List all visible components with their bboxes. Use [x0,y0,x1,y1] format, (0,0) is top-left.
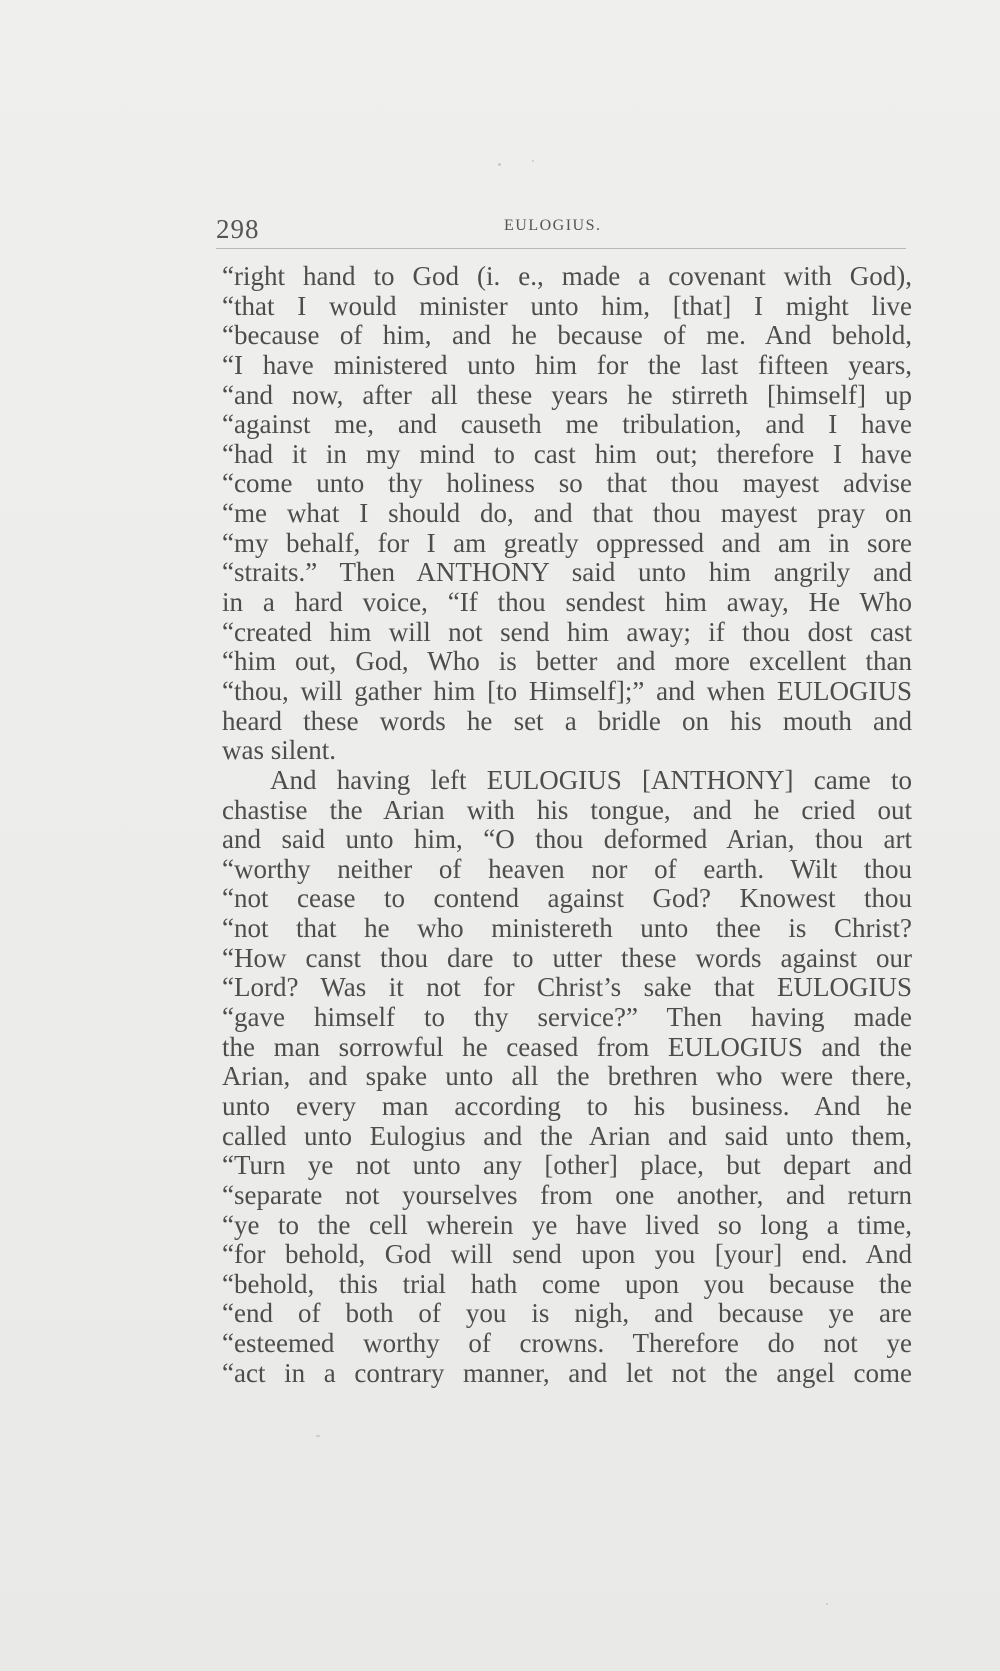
text-line: “ye to the cell wherein ye have lived so long a time, [222,1209,912,1240]
text-line: “that I would minister unto him, [that] I might live [222,290,912,321]
text-line: “created him will not send him away; if thou dost cast [222,616,912,647]
paragraph-end-line: was silent. [222,735,336,766]
paper-speck [498,163,501,166]
text-line: “because of him, and he because of me. And behold, [222,320,912,351]
text-line: “right hand to God (i. e., made a covenant with God), [222,261,912,291]
text-line: “worthy neither of heaven nor of earth. Wilt thou [222,853,912,884]
text-line: “separate not yourselves from one another, and return [222,1179,912,1210]
text-line: chastise the Arian with his tongue, and he cried out [222,794,912,825]
body-text [222,262,912,1388]
text-line: “not cease to contend against God? Knowest thou [222,883,912,914]
text-line: “behold, this trial hath come upon you because the [222,1268,912,1299]
text-line: “Lord? Was it not for Christ’s sake that EULOGIUS [222,972,912,1003]
paper-speck [316,1435,320,1437]
text-line: Arian, and spake unto all the brethren who were there, [222,1061,912,1092]
text-line: and said unto him, “O thou deformed Arian, thou art [222,824,912,855]
paragraph-start-line: And having left EULOGIUS [ANTHONY] came to [270,764,912,795]
text-line: “How canst thou dare to utter these words against our [222,942,912,973]
text-line: “gave himself to thy service?” Then having made [222,1002,912,1033]
text-line: “thou, will gather him [to Himself];” and when EULOGIUS [222,675,912,706]
text-line: “and now, after all these years he stirreth [himself] up [222,379,912,410]
text-line: unto every man according to his business. And he [222,1090,912,1121]
text-line: “end of both of you is nigh, and because ye are [222,1298,912,1329]
text-line: “not that he who ministereth unto thee is Christ? [222,913,912,944]
text-line: heard these words he set a bridle on his mouth and [222,705,912,736]
text-line: the man sorrowful he ceased from EULOGIUS and the [222,1031,912,1062]
paper-speck [826,1603,828,1605]
text-line: “had it in my mind to cast him out; therefore I have [222,438,912,469]
text-line: “Turn ye not unto any [other] place, but depart and [222,1150,912,1181]
text-line: “come unto thy holiness so that thou mayest advise [222,468,912,499]
text-line: “my behalf, for I am greatly oppressed and am in sore [222,527,912,558]
text-line: “I have ministered unto him for the last fifteen years, [222,349,912,380]
page-number: 298 [216,214,260,244]
text-line: “against me, and causeth me tribulation, and I have [222,409,912,440]
text-line: “esteemed worthy of crowns. Therefore do not ye [222,1328,912,1359]
text-line: “him out, God, Who is better and more excellent than [222,646,912,677]
text-line: “me what I should do, and that thou mayest pray on [222,498,912,529]
text-line: “act in a contrary manner, and let not the angel come [222,1357,912,1388]
running-head [216,210,902,246]
text-line: in a hard voice, “If thou sendest him away, He Who [222,587,912,618]
text-line: “straits.” Then ANTHONY said unto him angrily and [222,557,912,588]
header-rule [216,248,906,249]
text-line: called unto Eulogius and the Arian and said unto them, [222,1120,912,1151]
running-title: EULOGIUS. [504,217,602,234]
text-line: “for behold, God will send upon you [your] end. And [222,1239,912,1270]
paper-speck [532,160,534,162]
